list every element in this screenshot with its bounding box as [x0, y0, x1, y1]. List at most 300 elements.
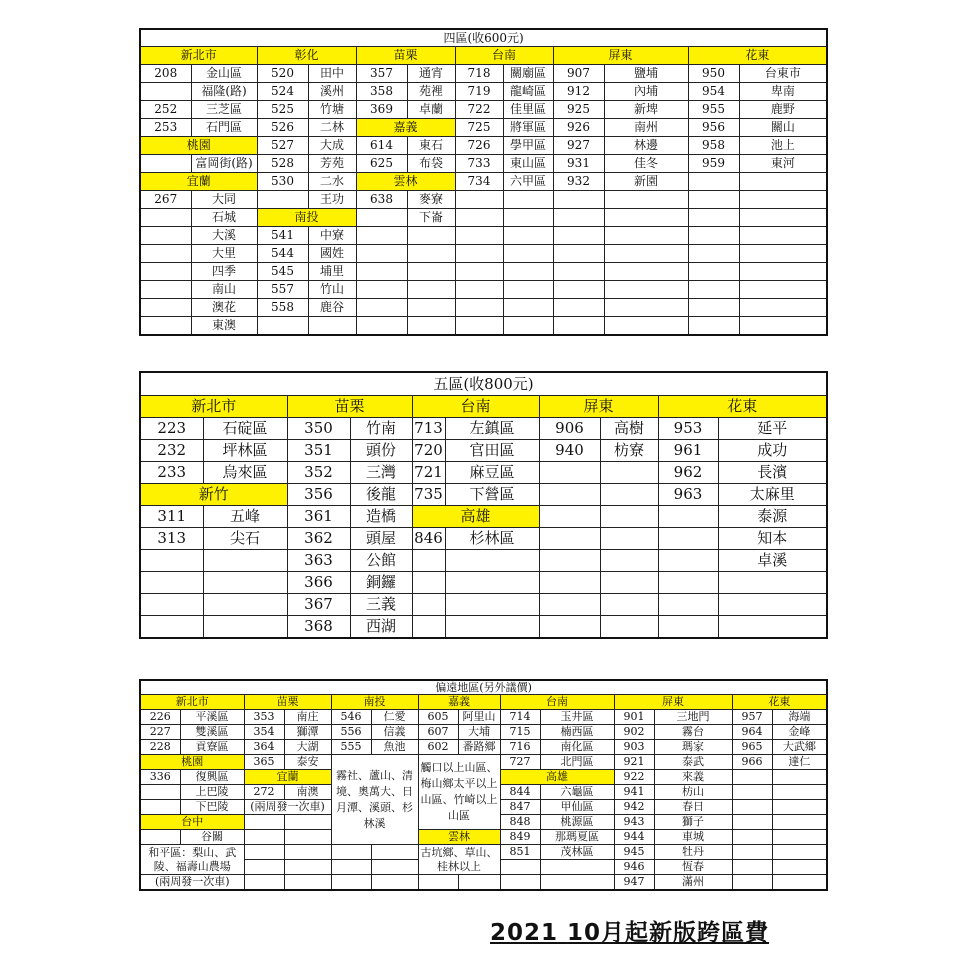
- cell: 556: [331, 725, 371, 740]
- cell: [604, 299, 688, 317]
- cell: [418, 875, 458, 891]
- cell: 南澳: [284, 785, 331, 800]
- cell: 713: [412, 418, 445, 440]
- cell: [284, 830, 331, 845]
- cell: 721: [412, 462, 445, 484]
- region-tainan: 台南: [455, 47, 553, 65]
- cell: 557: [257, 281, 308, 299]
- cell: 966: [732, 755, 772, 770]
- region-newtaipei: 新北市: [140, 47, 257, 65]
- cell: 三義: [350, 594, 412, 616]
- cell: [284, 875, 331, 891]
- cell: 坪林區: [203, 440, 287, 462]
- cell: 東澳: [191, 317, 257, 336]
- cell: 佳里區: [503, 101, 553, 119]
- region-tainan: 台南: [500, 695, 614, 710]
- cell: [356, 317, 407, 336]
- cell: 233: [140, 462, 203, 484]
- cell: 965: [732, 740, 772, 755]
- cell: [718, 594, 827, 616]
- cell: 527: [257, 137, 308, 155]
- cell: [539, 572, 600, 594]
- cell: [539, 550, 600, 572]
- cell: [244, 875, 284, 891]
- region-miaoli: 苗栗: [287, 396, 412, 418]
- cell: 902: [614, 725, 654, 740]
- cell: 962: [658, 462, 718, 484]
- cell: [140, 616, 203, 639]
- cell: [540, 875, 614, 891]
- cell: 來義: [654, 770, 732, 785]
- cell: 367: [287, 594, 350, 616]
- cell: [445, 616, 539, 639]
- footer-month: 10: [567, 920, 602, 946]
- cell: 茂林區: [540, 845, 614, 860]
- cell: 枋寮: [600, 440, 658, 462]
- cell: 恆春: [654, 860, 732, 875]
- cell: [772, 830, 827, 845]
- region-hsinchu: 新竹: [140, 484, 287, 506]
- cell: [284, 815, 331, 830]
- cell: 楠西區: [540, 725, 614, 740]
- cell: 727: [500, 755, 540, 770]
- cell: 卓蘭: [407, 101, 455, 119]
- remote-title: 偏遠地區(另外議價): [140, 680, 827, 695]
- cell: 614: [356, 137, 407, 155]
- cell: 356: [287, 484, 350, 506]
- cell: [553, 281, 604, 299]
- cell: 544: [257, 245, 308, 263]
- cell: 851: [500, 845, 540, 860]
- cell: 太麻里: [718, 484, 827, 506]
- cell: 716: [500, 740, 540, 755]
- cell: 546: [331, 710, 371, 725]
- cell: 520: [257, 65, 308, 83]
- cell: [604, 191, 688, 209]
- cell: [412, 594, 445, 616]
- nantou-note: 霧社、蘆山、清境、奧萬大、日月潭、溪頭、杉林溪: [331, 755, 418, 845]
- cell: 362: [287, 528, 350, 550]
- cell: [455, 317, 503, 336]
- cell: 新園: [604, 173, 688, 191]
- cell: [658, 616, 718, 639]
- cell: 貢寮區: [180, 740, 244, 755]
- cell: 頭屋: [350, 528, 412, 550]
- region-tainan: 台南: [412, 396, 539, 418]
- region-pingtung: 屏東: [614, 695, 732, 710]
- region-kaohsiung: 高雄: [412, 506, 539, 528]
- cell: 530: [257, 173, 308, 191]
- cell: 大成: [308, 137, 356, 155]
- cell: [688, 299, 739, 317]
- cell: [600, 484, 658, 506]
- cell: [600, 528, 658, 550]
- cell: [407, 263, 455, 281]
- region-hualien: 花東: [732, 695, 827, 710]
- cell: 瑪家: [654, 740, 732, 755]
- cell: [140, 299, 191, 317]
- cell: [455, 299, 503, 317]
- cell: [503, 227, 553, 245]
- cell: 932: [553, 173, 604, 191]
- cell: 鹽埔: [604, 65, 688, 83]
- cell: [604, 263, 688, 281]
- cell: 南庄: [284, 710, 331, 725]
- cell: 泰安: [284, 755, 331, 770]
- cell: 208: [140, 65, 191, 83]
- cell: 311: [140, 506, 203, 528]
- cell: 232: [140, 440, 203, 462]
- cell: 二水: [308, 173, 356, 191]
- cell: [540, 860, 614, 875]
- cell: 尖石: [203, 528, 287, 550]
- cell: 605: [418, 710, 458, 725]
- cell: [500, 875, 540, 891]
- cell: 玉井區: [540, 710, 614, 725]
- cell: [732, 875, 772, 891]
- cell: [688, 245, 739, 263]
- cell: 長濱: [718, 462, 827, 484]
- cell: [356, 263, 407, 281]
- zone4-table: [139, 28, 828, 336]
- cell: 526: [257, 119, 308, 137]
- cell: [553, 245, 604, 263]
- cell: 六龜區: [540, 785, 614, 800]
- region-changhua: 彰化: [257, 47, 356, 65]
- cell: [331, 875, 371, 891]
- cell: 964: [732, 725, 772, 740]
- region-taichung: 台中: [140, 815, 244, 830]
- cell: 大同: [191, 191, 257, 209]
- cell: [732, 845, 772, 860]
- cell: 912: [553, 83, 604, 101]
- cell: 將軍區: [503, 119, 553, 137]
- cell: 麻豆區: [445, 462, 539, 484]
- cell: [732, 800, 772, 815]
- cell: 通宵: [407, 65, 455, 83]
- cell: [500, 860, 540, 875]
- cell: 枋山: [654, 785, 732, 800]
- cell: 成功: [718, 440, 827, 462]
- cell: 940: [539, 440, 600, 462]
- region-chiayi: 嘉義: [356, 119, 455, 137]
- cell: 735: [412, 484, 445, 506]
- cell: 352: [287, 462, 350, 484]
- cell: 524: [257, 83, 308, 101]
- cell: 石碇區: [203, 418, 287, 440]
- cell: [140, 785, 180, 800]
- cell: [539, 594, 600, 616]
- cell: [257, 191, 308, 209]
- cell: 竹塘: [308, 101, 356, 119]
- cell: 三地門: [654, 710, 732, 725]
- cell: [688, 227, 739, 245]
- cell: 左鎮區: [445, 418, 539, 440]
- cell: [658, 506, 718, 528]
- cell: [140, 800, 180, 815]
- cell: [140, 594, 203, 616]
- cell: [658, 550, 718, 572]
- cell: 272: [244, 785, 284, 800]
- cell: 718: [455, 65, 503, 83]
- region-hualien: 花東: [688, 47, 827, 65]
- zone4-title: 四區(收600元): [140, 29, 827, 47]
- cell: 春日: [654, 800, 732, 815]
- cell: 達仁: [772, 755, 827, 770]
- cell: [688, 317, 739, 336]
- cell: [140, 572, 203, 594]
- cell: [739, 263, 827, 281]
- cell: 961: [658, 440, 718, 462]
- cell: 二林: [308, 119, 356, 137]
- cell: 223: [140, 418, 203, 440]
- cell: [772, 875, 827, 891]
- region-kaohsiung: 高雄: [500, 770, 614, 785]
- cell: 五峰: [203, 506, 287, 528]
- cell: 復興區: [180, 770, 244, 785]
- region-taoyuan: 桃園: [140, 755, 244, 770]
- cell: [445, 550, 539, 572]
- region-miaoli: 苗栗: [356, 47, 455, 65]
- cell: 726: [455, 137, 503, 155]
- cell: 947: [614, 875, 654, 891]
- cell: 956: [688, 119, 739, 137]
- cell: [688, 209, 739, 227]
- region-hualien: 花東: [658, 396, 827, 418]
- cell: 佳冬: [604, 155, 688, 173]
- cell: [503, 191, 553, 209]
- cell: 大里: [191, 245, 257, 263]
- cell: 368: [287, 616, 350, 639]
- cell: 944: [614, 830, 654, 845]
- cell: 國姓: [308, 245, 356, 263]
- cell: 番路鄉: [458, 740, 500, 755]
- cell: 849: [500, 830, 540, 845]
- cell: 336: [140, 770, 180, 785]
- cell: [772, 860, 827, 875]
- cell: [658, 572, 718, 594]
- cell: 南化區: [540, 740, 614, 755]
- cell: [140, 317, 191, 336]
- cell: 新埤: [604, 101, 688, 119]
- cell: 954: [688, 83, 739, 101]
- region-chiayi: 嘉義: [418, 695, 500, 710]
- cell: 953: [658, 418, 718, 440]
- cell: 906: [539, 418, 600, 440]
- cell: [688, 173, 739, 191]
- cell: [539, 506, 600, 528]
- cell: 東石: [407, 137, 455, 155]
- cell: 733: [455, 155, 503, 173]
- cell: 927: [553, 137, 604, 155]
- cell: [553, 317, 604, 336]
- cell: 555: [331, 740, 371, 755]
- cell: 366: [287, 572, 350, 594]
- region-yilan: 宜蘭: [244, 770, 331, 785]
- cell: [539, 484, 600, 506]
- cell: 知本: [718, 528, 827, 550]
- cell: 富岡街(路): [191, 155, 257, 173]
- cell: 907: [553, 65, 604, 83]
- cell: 延平: [718, 418, 827, 440]
- cell: [600, 550, 658, 572]
- cell: [455, 191, 503, 209]
- cell: [604, 317, 688, 336]
- cell: [739, 317, 827, 336]
- cell: 941: [614, 785, 654, 800]
- cell: 下營區: [445, 484, 539, 506]
- cell: 金峰: [772, 725, 827, 740]
- cell: [371, 860, 418, 875]
- cell: 大武鄉: [772, 740, 827, 755]
- cell: 車城: [654, 830, 732, 845]
- region-yunlin: 雲林: [418, 830, 500, 845]
- cell: 芳苑: [308, 155, 356, 173]
- cell: 926: [553, 119, 604, 137]
- cell: [331, 860, 371, 875]
- cell: 關廟區: [503, 65, 553, 83]
- footer-year: 2021: [490, 920, 559, 946]
- cell: 955: [688, 101, 739, 119]
- cell: [600, 594, 658, 616]
- cell: 霧台: [654, 725, 732, 740]
- cell: [140, 245, 191, 263]
- cell: [503, 263, 553, 281]
- cell: 734: [455, 173, 503, 191]
- region-pingtung: 屏東: [539, 396, 658, 418]
- cell: 上巴陵: [180, 785, 244, 800]
- region-newtaipei: 新北市: [140, 396, 287, 418]
- cell: 苑裡: [407, 83, 455, 101]
- cell: 烏來區: [203, 462, 287, 484]
- cell: 963: [658, 484, 718, 506]
- cell: [732, 815, 772, 830]
- cell: 946: [614, 860, 654, 875]
- cell: [458, 875, 500, 891]
- cell: 布袋: [407, 155, 455, 173]
- cell: 高樹: [600, 418, 658, 440]
- cell: 363: [287, 550, 350, 572]
- cell: 麥寮: [407, 191, 455, 209]
- cell: 958: [688, 137, 739, 155]
- cell: 350: [287, 418, 350, 440]
- cell: 253: [140, 119, 191, 137]
- cell: [284, 860, 331, 875]
- region-nantou: 南投: [331, 695, 418, 710]
- taichung-note: 和平區：梨山、武陵、福壽山農場: [140, 845, 244, 875]
- cell: 357: [356, 65, 407, 83]
- cell: [688, 191, 739, 209]
- cell: 中寮: [308, 227, 356, 245]
- cell: [203, 594, 287, 616]
- cell: [772, 800, 827, 815]
- cell: [539, 528, 600, 550]
- cell: 545: [257, 263, 308, 281]
- cell: 725: [455, 119, 503, 137]
- cell: [203, 550, 287, 572]
- cell: 竹南: [350, 418, 412, 440]
- cell: 228: [140, 740, 180, 755]
- cell: [604, 281, 688, 299]
- cell: [140, 83, 191, 101]
- region-pingtung: 屏東: [553, 47, 688, 65]
- cell: [356, 209, 407, 227]
- cell: [739, 299, 827, 317]
- cell: 901: [614, 710, 654, 725]
- chiayi-note: 觸口以上山區、梅山鄉太平以上山區、竹崎以上山區: [418, 755, 500, 830]
- cell: 獅子: [654, 815, 732, 830]
- cell: 田中: [308, 65, 356, 83]
- cell: 牡丹: [654, 845, 732, 860]
- cell: [772, 845, 827, 860]
- cell: 715: [500, 725, 540, 740]
- cell: [445, 594, 539, 616]
- cell: [503, 317, 553, 336]
- cell: [244, 845, 284, 860]
- cell: 950: [688, 65, 739, 83]
- cell: 信義: [371, 725, 418, 740]
- cell: [407, 245, 455, 263]
- region-miaoli: 苗栗: [244, 695, 331, 710]
- cell: 三灣: [350, 462, 412, 484]
- cell: [407, 227, 455, 245]
- cell: 943: [614, 815, 654, 830]
- cell: [455, 281, 503, 299]
- cell: [772, 785, 827, 800]
- cell: 720: [412, 440, 445, 462]
- cell: 353: [244, 710, 284, 725]
- cell: 阿里山: [458, 710, 500, 725]
- cell: 林邊: [604, 137, 688, 155]
- region-yunlin: 雲林: [356, 173, 455, 191]
- cell: 358: [356, 83, 407, 101]
- cell: 607: [418, 725, 458, 740]
- cell: 竹山: [308, 281, 356, 299]
- cell: 四季: [191, 263, 257, 281]
- cell: [553, 299, 604, 317]
- cell: [140, 155, 191, 173]
- cell: [600, 462, 658, 484]
- cell: 卑南: [739, 83, 827, 101]
- cell: 南山: [191, 281, 257, 299]
- cell: [604, 245, 688, 263]
- cell: 杉林區: [445, 528, 539, 550]
- cell: [140, 209, 191, 227]
- footer-caption: [490, 914, 769, 947]
- yilan-note: (兩周發一次車): [244, 800, 331, 815]
- cell: 846: [412, 528, 445, 550]
- cell: 945: [614, 845, 654, 860]
- cell: [732, 785, 772, 800]
- cell: [732, 830, 772, 845]
- cell: [412, 616, 445, 639]
- cell: [553, 263, 604, 281]
- cell: 558: [257, 299, 308, 317]
- remote-area-table: [139, 679, 828, 891]
- cell: [371, 845, 418, 860]
- cell: 龍崎區: [503, 83, 553, 101]
- cell: 內埔: [604, 83, 688, 101]
- cell: [140, 830, 180, 845]
- cell: [503, 245, 553, 263]
- cell: 三芝區: [191, 101, 257, 119]
- cell: 959: [688, 155, 739, 173]
- cell: [257, 317, 308, 336]
- cell: [739, 245, 827, 263]
- cell: 525: [257, 101, 308, 119]
- cell: [140, 281, 191, 299]
- cell: 大湖: [284, 740, 331, 755]
